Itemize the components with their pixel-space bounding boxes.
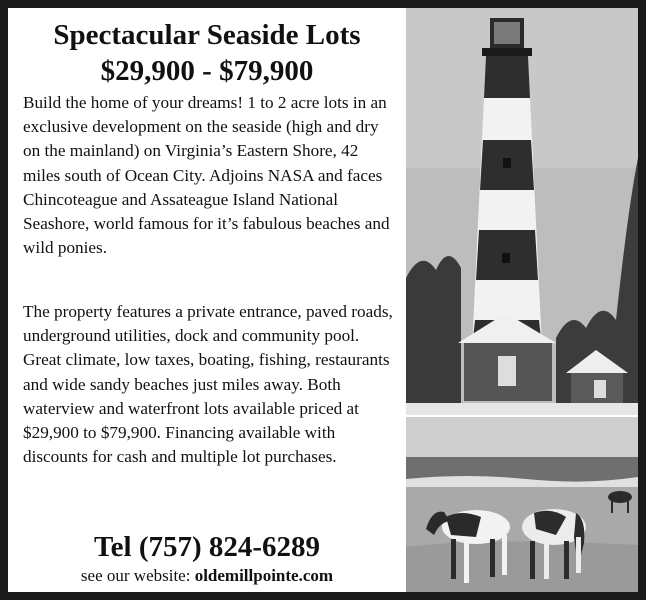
description-paragraph-2: The property features a private entrance, paved roads, underground utilities, dock and community pool. Great climate, low taxes, boating, fishing, restaurants and wide sandy beaches just miles away. Both waterview and waterfront lots available priced at $29,900 to $79,900. Financing available with discounts for cash and multiple lot purchases. xyxy=(23,302,393,467)
ad-text-column xyxy=(8,8,406,592)
advertisement xyxy=(8,8,638,592)
ad-headline: Spectacular Seaside Lots xyxy=(53,19,361,51)
website-link[interactable]: oldemillpointe.com xyxy=(194,566,334,585)
website-prefix: see our website: xyxy=(80,566,195,585)
wild-ponies-beach-photo xyxy=(406,417,638,592)
description-paragraph-1: Build the home of your dreams! 1 to 2 acre lots in an exclusive development on the seaside (high and dry on the mainland) on Virginia’s Eastern Shore, 42 miles south of Ocean City. Adjoins NASA and faces Chincoteague and Assateague Island National Seashore, world famous for it’s fabulous beaches and wild ponies. xyxy=(23,93,390,258)
website-line xyxy=(8,566,406,586)
price-range: $29,900 - $79,900 xyxy=(100,55,314,87)
phone-number: Tel (757) 824-6289 xyxy=(93,531,321,563)
photo-column xyxy=(406,8,638,592)
